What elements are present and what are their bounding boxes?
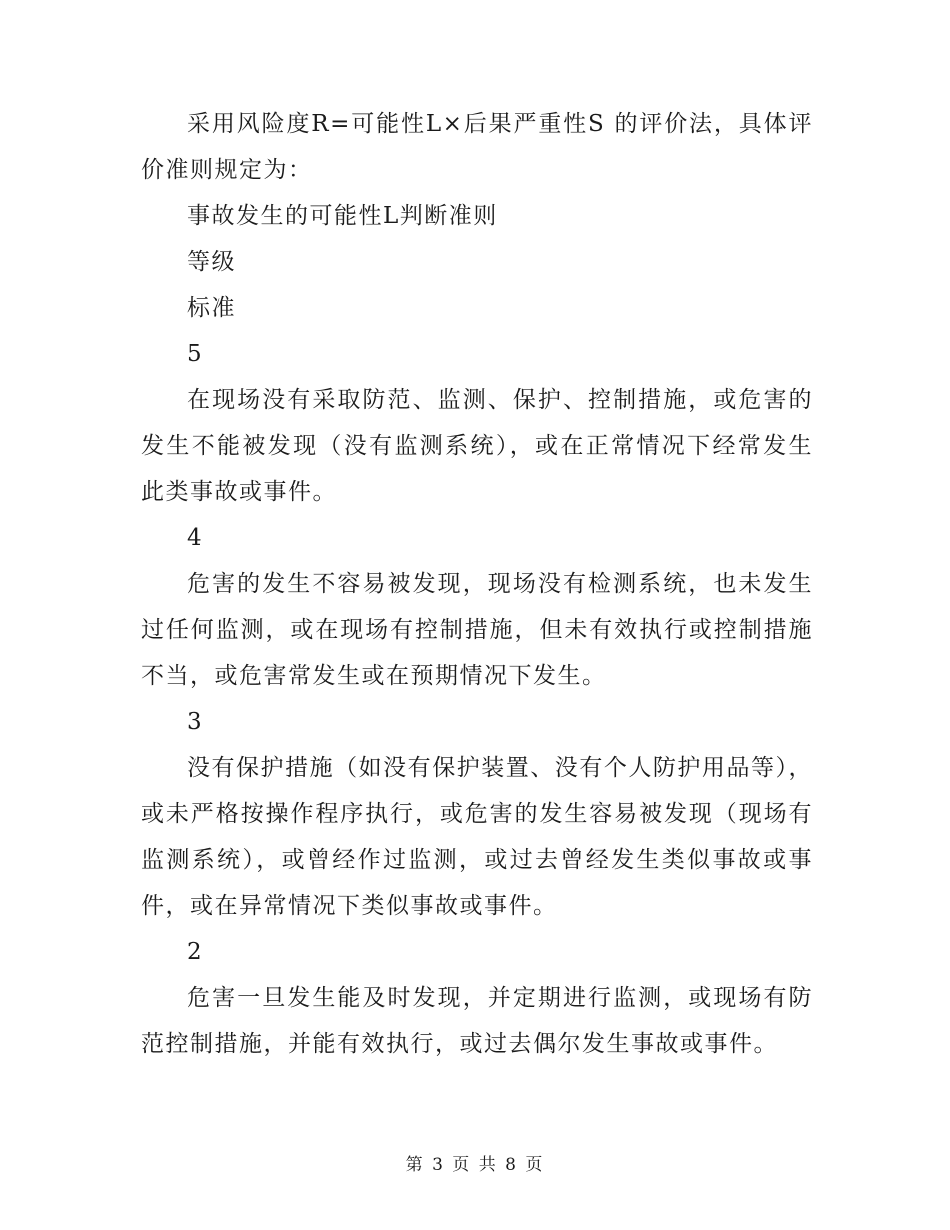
- document-body: [141, 101, 813, 1067]
- paragraph-level-4-text: 危害的发生不容易被发现，现场没有检测系统，也未发生过任何监测，或在现场有控制措施，但未有效执行或控制措施不当，或危害常发生或在预期情况下发生。: [141, 571, 813, 689]
- paragraph-level-2-text: 危害一旦发生能及时发现，并定期进行监测，或现场有防范控制措施，并能有效执行，或过去偶尔发生事故或事件。: [141, 985, 813, 1057]
- paragraph-level-5-text: 在现场没有采取防范、监测、保护、控制措施，或危害的发生不能被发现（没有监测系统），或在正常情况下经常发生此类事故或事件。: [141, 387, 813, 505]
- paragraph-level-3-text: 没有保护措施（如没有保护装置、没有个人防护用品等），或未严格按操作程序执行，或危害的发生容易被发现（现场有监测系统），或曾经作过监测，或过去曾经发生类似事故或事件，或在异常情况下类似事故或事件。: [141, 755, 813, 919]
- paragraph-intro: 采用风险度R=可能性L×后果严重性S 的评价法，具体评价准则规定为：: [141, 111, 813, 183]
- paragraph-level-label: 等级: [187, 249, 236, 275]
- paragraph-level-2: 2: [187, 939, 204, 965]
- page-footer: 第 3 页 共 8 页: [405, 1155, 545, 1175]
- paragraph-level-4: 4: [187, 525, 204, 551]
- paragraph-standard-label: 标准: [187, 295, 236, 321]
- paragraph-level-5: 5: [187, 341, 204, 367]
- paragraph-heading: 事故发生的可能性L判断准则: [187, 203, 498, 229]
- paragraph-level-3: 3: [187, 709, 204, 735]
